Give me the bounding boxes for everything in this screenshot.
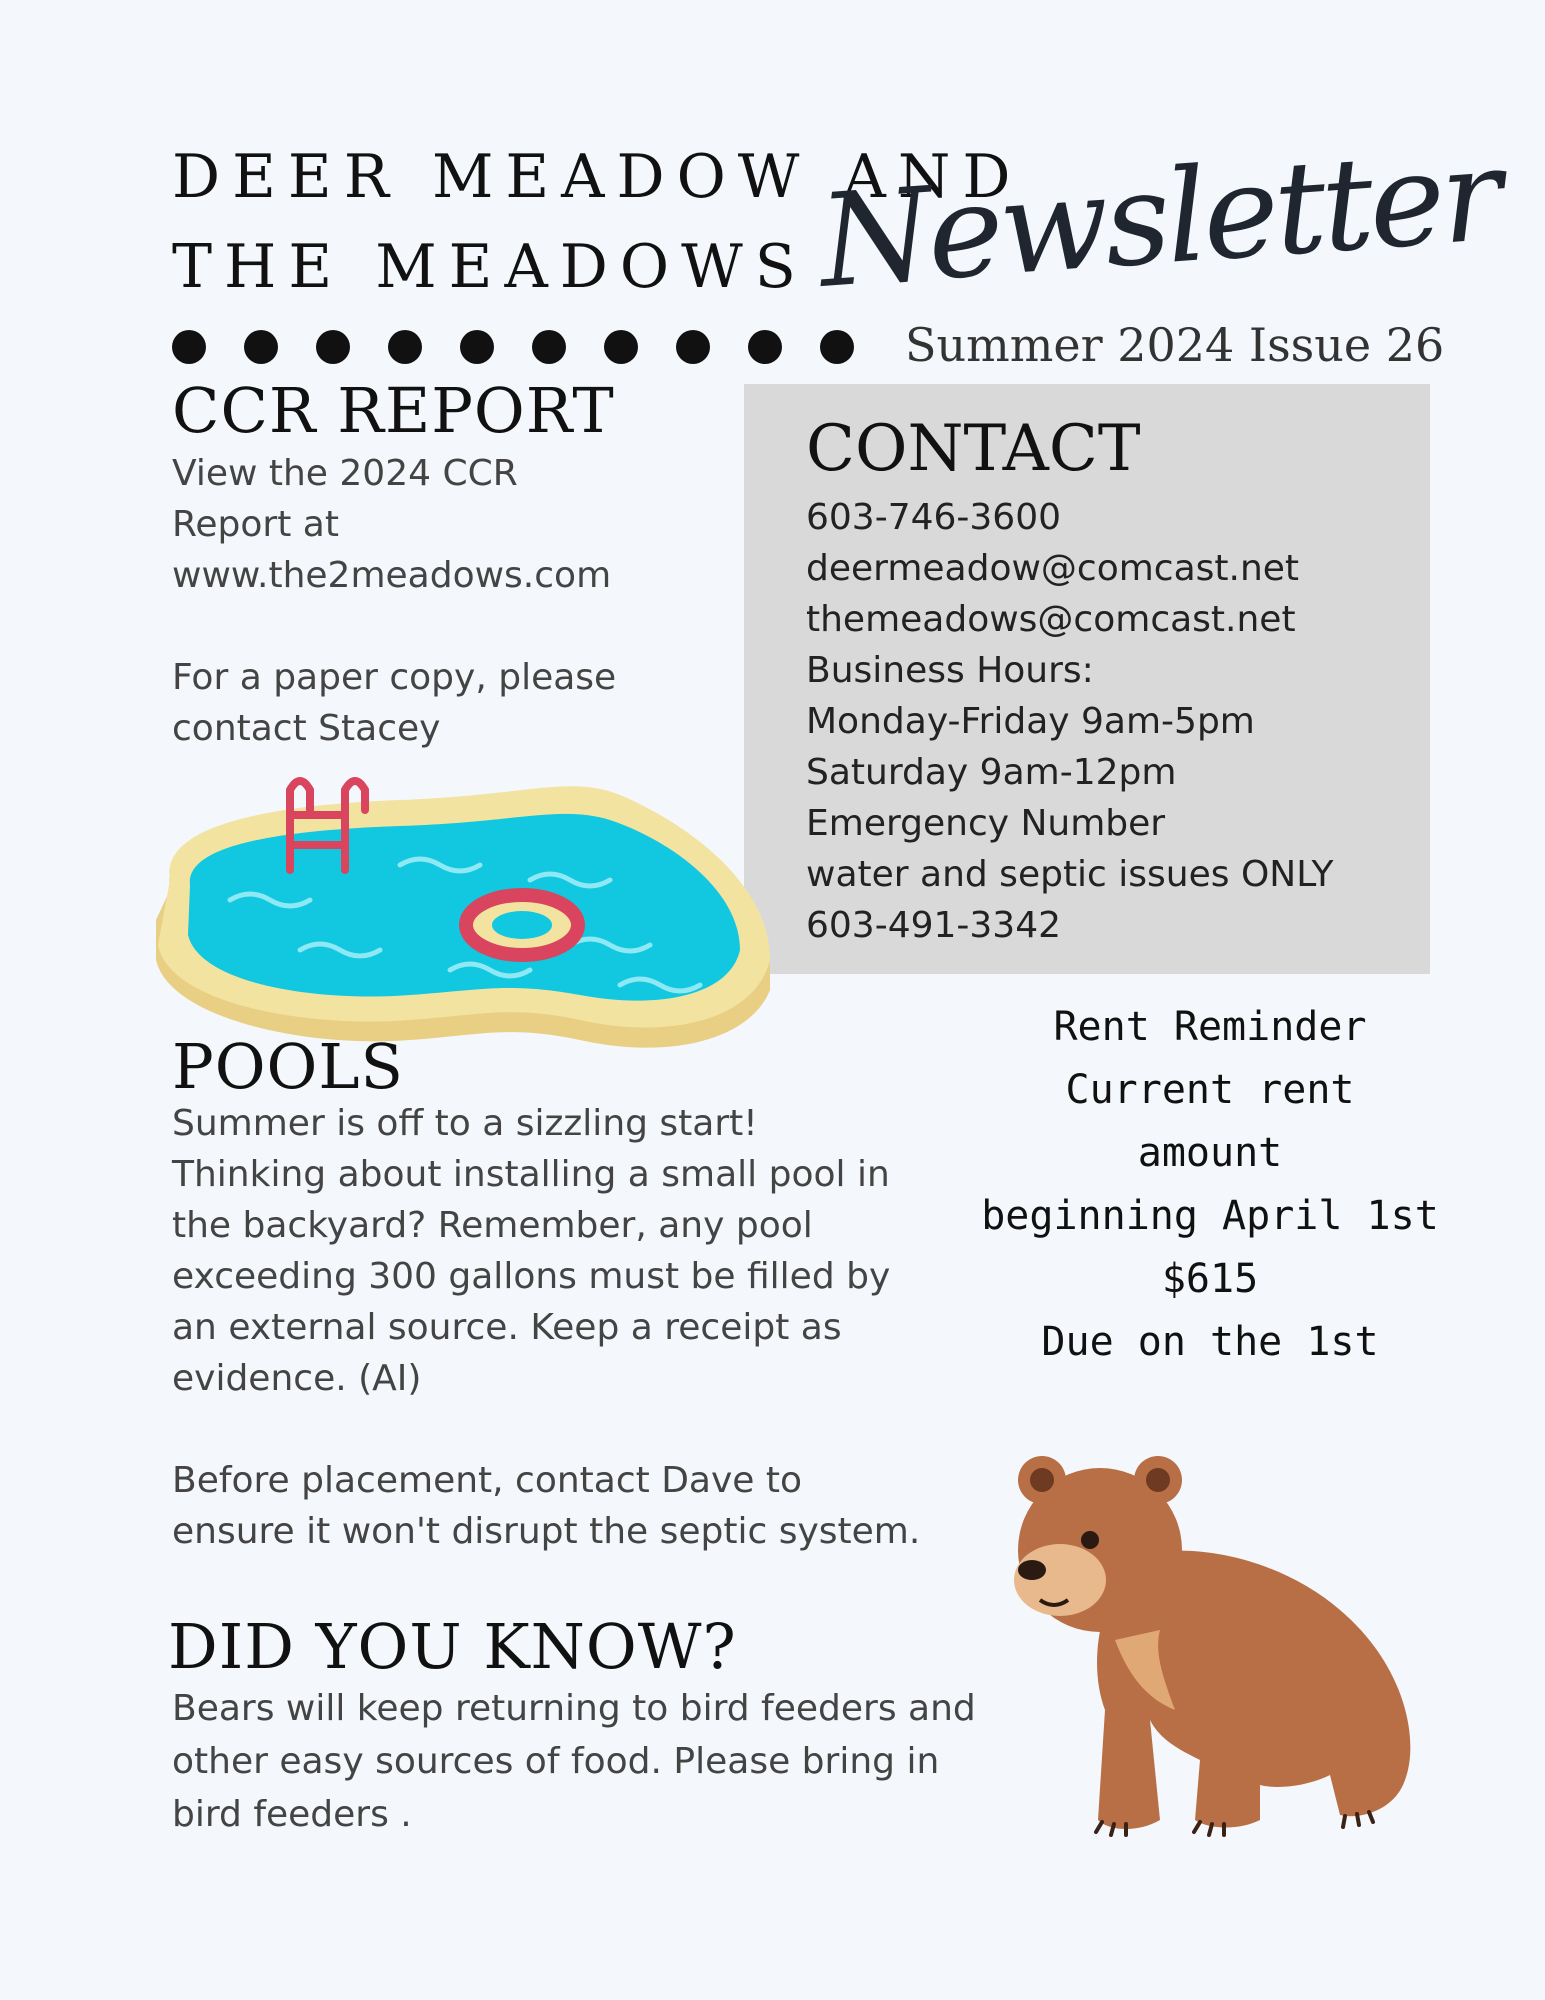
contact-email-themeadows: themeadows@comcast.net	[806, 599, 1296, 640]
rent-amount: $615	[1161, 1256, 1259, 1302]
business-hours-label: Business Hours:	[806, 650, 1094, 691]
divider-dot	[316, 330, 350, 364]
bear-illustration	[1010, 1440, 1430, 1840]
ccr-text: View the 2024 CCR Report at www.the2meadows.com For a paper copy, please contact Stacey	[172, 453, 617, 749]
contact-lines	[806, 492, 1334, 951]
contact-email-deermeadow: deermeadow@comcast.net	[806, 548, 1300, 589]
rent-due-date: Due on the 1st	[1041, 1319, 1379, 1365]
contact-phone: 603-746-3600	[806, 497, 1062, 538]
emergency-label: Emergency Number	[806, 803, 1166, 844]
pools-text: Summer is off to a sizzling start! Thinking about installing a small pool in the backyard? Remember, any pool exceeding 300 gallons must be filled by an external source. Keep a receipt as evidence. (AI) Before placement, contact Dave to ensure it won't disrupt the septic system.	[172, 1103, 921, 1552]
did-you-know-heading: DID YOU KNOW?	[168, 1610, 737, 1683]
rent-reminder	[950, 996, 1470, 1374]
divider-dot	[388, 330, 422, 364]
ccr-heading: CCR REPORT	[172, 374, 615, 447]
divider-dot	[244, 330, 278, 364]
saturday-hours: Saturday 9am-12pm	[806, 752, 1177, 793]
divider-dot	[820, 330, 854, 364]
divider-dot	[460, 330, 494, 364]
newsletter-title-line-2: THE MEADOWS	[172, 232, 808, 302]
newsletter-script-title: Newsletter	[814, 120, 1504, 317]
divider-dot	[532, 330, 566, 364]
newsletter-title-line-1: DEER MEADOW AND	[172, 142, 1023, 212]
divider-dot	[172, 330, 206, 364]
divider-dot	[748, 330, 782, 364]
divider-dot	[604, 330, 638, 364]
rent-line-beginning: beginning April 1st	[981, 1193, 1439, 1239]
issue-label: Summer 2024 Issue 26	[905, 318, 1445, 372]
rent-line-current: Current rent	[1065, 1067, 1355, 1113]
rent-line-amount-label: amount	[1137, 1130, 1283, 1176]
rent-reminder-title: Rent Reminder	[1053, 1004, 1367, 1050]
pool-illustration	[150, 770, 780, 1070]
weekday-hours: Monday-Friday 9am-5pm	[806, 701, 1255, 742]
divider-dot	[676, 330, 710, 364]
contact-box	[744, 384, 1430, 974]
did-you-know-text: Bears will keep returning to bird feeders and other easy sources of food. Please bring in bird feeders .	[172, 1688, 976, 1835]
dot-divider	[172, 330, 854, 364]
contact-heading: CONTACT	[806, 412, 1141, 486]
emergency-note: water and septic issues ONLY	[806, 854, 1334, 895]
pools-heading: POOLS	[172, 1030, 405, 1103]
emergency-phone: 603-491-3342	[806, 905, 1062, 946]
